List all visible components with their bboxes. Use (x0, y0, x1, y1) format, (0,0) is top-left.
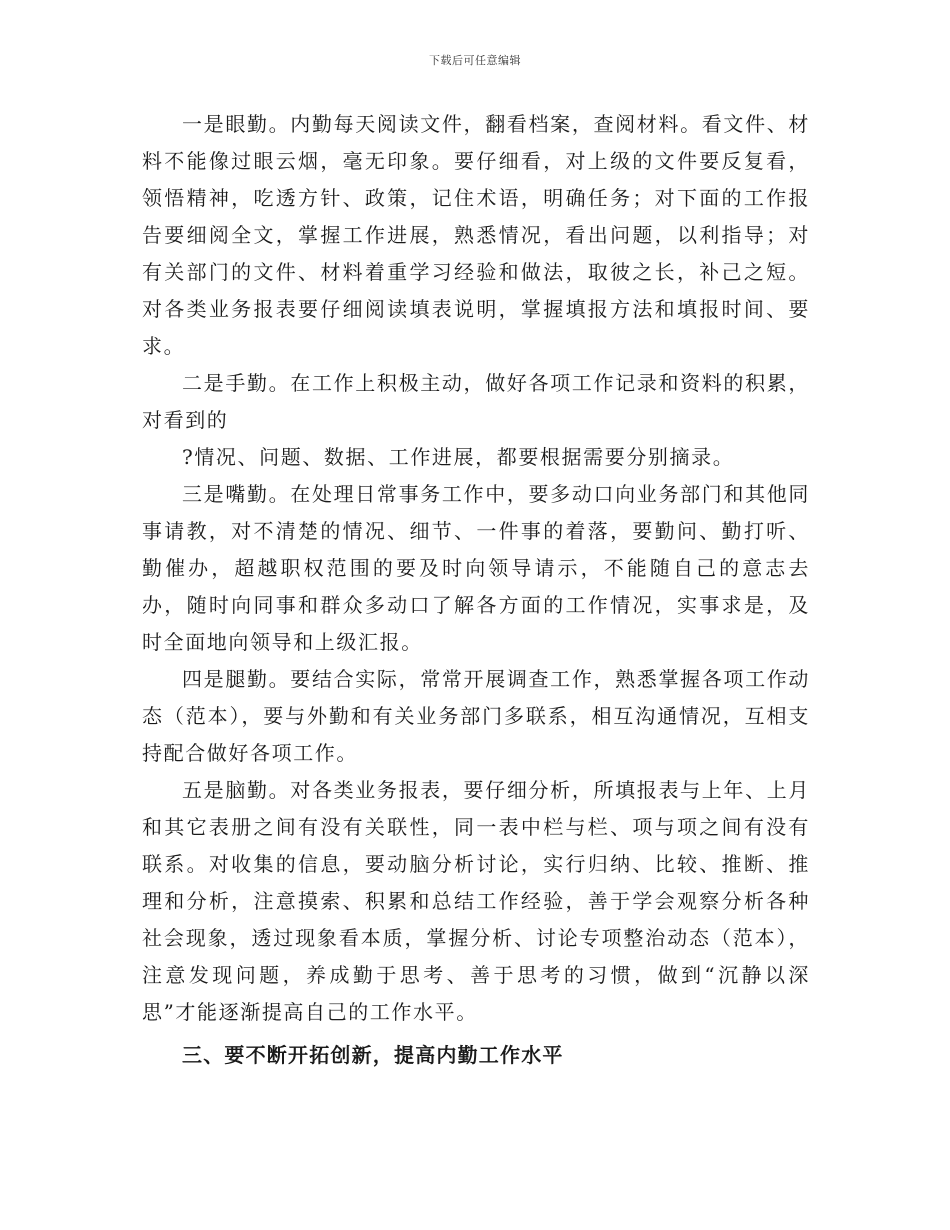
paragraph-brain-diligence: 五是脑勤。对各类业务报表，要仔细分析，所填报表与上年、上月和其它表册之间有没有关联性，同一表中栏与栏、项与项之间有没有联系。对收集的信息，要动脑分析讨论，实行归纳、比较、推断、推理和分析，注意摸索、积累和总结工作经验，善于学会观察分析各种社会现象，透过现象看本质，掌握分析、讨论专项整治动态（范本），注意发现问题，养成勤于思考、善于思考的习惯，做到“沉静以深思”才能逐渐提高自己的工作水平。 (142, 778, 810, 1024)
paragraph-leg-diligence: 四是腿勤。要结合实际，常常开展调查工作，熟悉掌握各项工作动态（范本），要与外勤和有关业务部门多联系，相互沟通情况，互相支持配合做好各项工作。 (142, 667, 810, 765)
section-heading: 三、要不断开拓创新，提高内勤工作水平 (182, 1043, 564, 1067)
paragraph-mouth-diligence: 三是嘴勤。在处理日常事务工作中，要多动口向业务部门和其他同事请教，对不清楚的情况、细节、一件事的着落，要勤问、勤打听、勤催办，超越职权范围的要及时向领导请示，不能随自己的意志去办，随时向同事和群众多动口了解各方面的工作情况，实事求是，及时全面地向领导和上级汇报。 (142, 482, 810, 654)
page-header: 下载后可任意编辑 (429, 54, 521, 67)
paragraph-eye-diligence: 一是眼勤。内勤每天阅读文件，翻看档案，查阅材料。看文件、材料不能像过眼云烟，毫无印象。要仔细看，对上级的文件要反复看，领悟精神，吃透方针、政策，记住术语，明确任务；对下面的工作报告要细阅全文，掌握工作进展，熟悉情况，看出问题，以利指导；对有关部门的文件、材料着重学习经验和做法，取彼之长，补己之短。对各类业务报表要仔细阅读填表说明，掌握填报方法和填报时间、要求。 (142, 112, 810, 358)
paragraph-hand-diligence: 二是手勤。在工作上积极主动，做好各项工作记录和资料的积累，对看到的 (142, 371, 810, 432)
document-body (142, 106, 810, 1074)
paragraph-hand-diligence-continued: ?情况、问题、数据、工作进展，都要根据需要分别摘录。 (182, 445, 735, 469)
